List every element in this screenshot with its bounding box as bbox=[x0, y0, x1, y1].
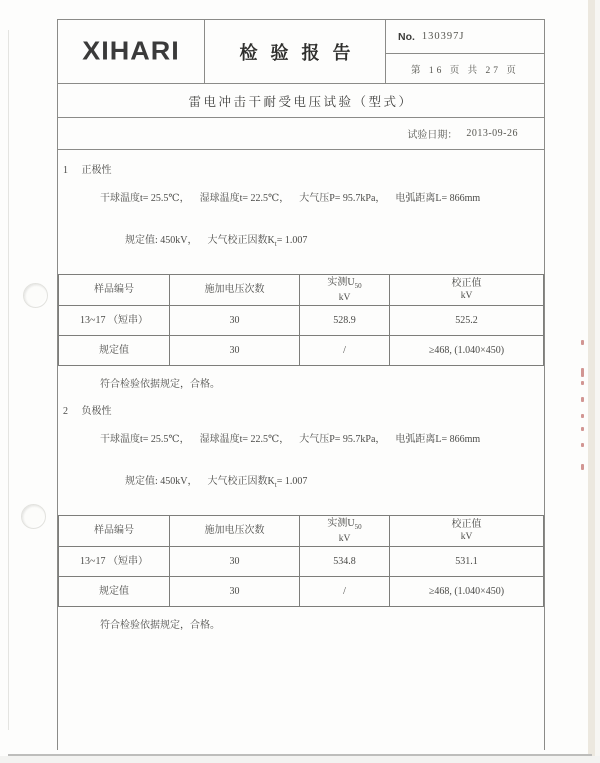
col-corrected-value: 校正值 kV bbox=[390, 275, 544, 306]
test-conditions: 干球温度t= 25.5℃， 湿球温度t= 22.5℃， 大气压P= 95.7kPa， 电弧距离L= 866mm bbox=[100, 434, 481, 445]
col-corrected-value: 校正值 kV bbox=[390, 516, 544, 547]
red-edge-mark bbox=[581, 414, 584, 418]
results-table-negative bbox=[58, 515, 544, 607]
results-table-positive bbox=[58, 274, 544, 366]
test-conditions: 干球温度t= 25.5℃， 湿球温度t= 22.5℃， 大气压P= 95.7kPa， 电弧距离L= 866mm bbox=[100, 193, 481, 204]
page-edge-left bbox=[8, 30, 9, 730]
spec-subscript: t bbox=[274, 481, 277, 489]
conclusion-text: 符合检验依据规定，合格。 bbox=[100, 620, 220, 631]
table-header-row bbox=[59, 275, 544, 306]
spec-line bbox=[100, 461, 544, 506]
punch-hole-bottom bbox=[21, 504, 46, 529]
table-header-row bbox=[59, 516, 544, 547]
conclusion-text: 符合检验依据规定，合格。 bbox=[100, 379, 220, 390]
page-edge-bottom-shadow bbox=[0, 756, 600, 763]
red-edge-mark bbox=[581, 427, 584, 431]
report-header bbox=[57, 19, 545, 84]
red-edge-mark bbox=[581, 397, 584, 402]
col-applied-count: 施加电压次数 bbox=[170, 275, 300, 306]
test-date-value: 2013-09-26 bbox=[466, 128, 518, 139]
col-sample-no: 样品编号 bbox=[59, 516, 170, 547]
report-no-value: 130397J bbox=[421, 31, 465, 42]
company-logo bbox=[58, 20, 205, 83]
test-title: 雷电冲击干耐受电压试验（型式） bbox=[57, 84, 545, 118]
section-number: 1 bbox=[63, 165, 68, 176]
col-measured-u50: 实测$U_{50}$ kV bbox=[300, 516, 390, 547]
report-title: 检验报告 bbox=[205, 20, 386, 83]
red-edge-mark bbox=[581, 443, 584, 447]
section-heading bbox=[63, 164, 544, 178]
report-no-label: No. bbox=[398, 30, 415, 43]
report-body bbox=[57, 150, 545, 750]
red-edge-mark bbox=[581, 368, 584, 377]
section-heading bbox=[63, 405, 544, 419]
col-sample-no: 样品编号 bbox=[59, 275, 170, 306]
spec-suffix: = 1.007 bbox=[276, 476, 308, 487]
table-row-specified: 规定值 30 / ≥468, (1.040×450) bbox=[59, 577, 544, 607]
page-edge-right-outer bbox=[595, 0, 600, 763]
table-row-sample: 13~17 （短串） 30 534.8 531.1 bbox=[59, 547, 544, 577]
spec-line bbox=[100, 220, 544, 265]
spec-subscript: t bbox=[274, 240, 277, 248]
section-negative-polarity bbox=[58, 405, 544, 633]
spec-prefix: 规定值: 450kV， 大气校正因数K bbox=[125, 476, 275, 487]
red-edge-mark bbox=[581, 340, 584, 345]
section-number: 2 bbox=[63, 406, 68, 417]
red-edge-mark bbox=[581, 464, 584, 470]
page-indicator: 第 16 页 共 27 页 bbox=[411, 65, 519, 76]
spec-suffix: = 1.007 bbox=[276, 235, 308, 246]
punch-hole-top bbox=[23, 283, 48, 308]
section-name: 正极性 bbox=[81, 165, 112, 176]
report-number-block bbox=[386, 20, 544, 83]
test-date-row bbox=[57, 118, 545, 150]
test-date-label: 试验日期： bbox=[407, 130, 458, 141]
page-edge-right bbox=[588, 0, 595, 757]
red-edge-mark bbox=[581, 381, 584, 385]
col-applied-count: 施加电压次数 bbox=[170, 516, 300, 547]
report-number-row bbox=[386, 20, 544, 54]
table-row-sample: 13~17 （短串） 30 528.9 525.2 bbox=[59, 306, 544, 336]
company-logo-text: XIHARI bbox=[82, 36, 180, 66]
section-positive-polarity bbox=[58, 164, 544, 392]
spec-prefix: 规定值: 450kV， 大气校正因数K bbox=[125, 235, 275, 246]
col-measured-u50: 实测$U_{50}$ kV bbox=[300, 275, 390, 306]
table-row-specified: 规定值 30 / ≥468, (1.040×450) bbox=[59, 336, 544, 366]
section-name: 负极性 bbox=[81, 406, 112, 417]
report-document bbox=[57, 19, 545, 750]
